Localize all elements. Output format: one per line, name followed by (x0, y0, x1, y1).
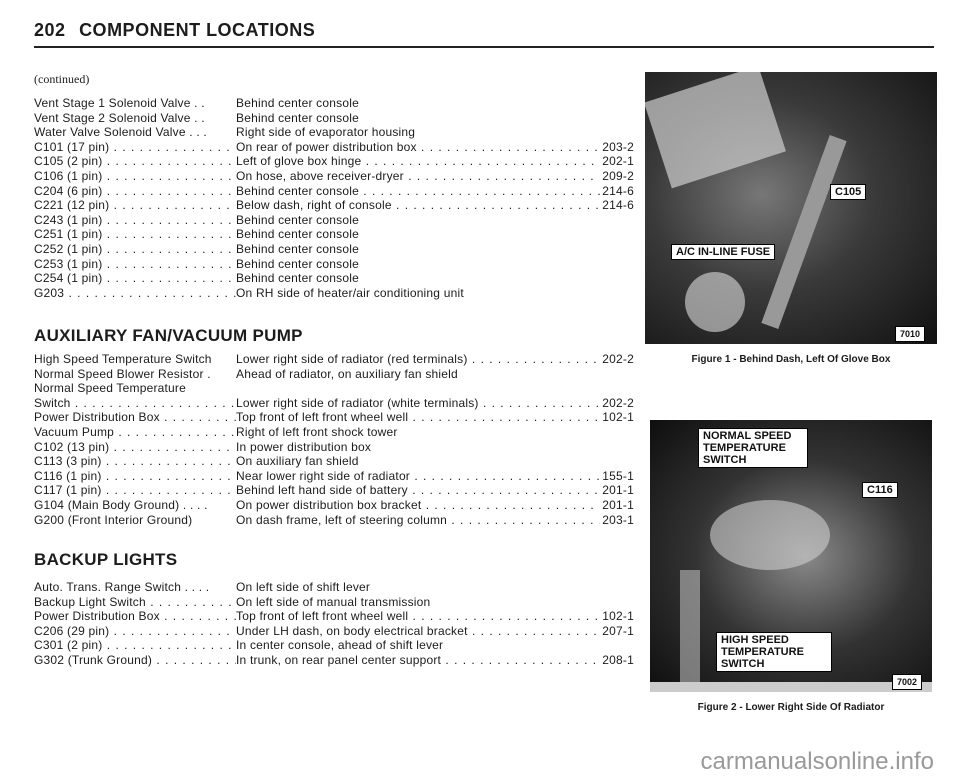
table-row (34, 367, 634, 382)
component-name: C102 (13 pin) . . . (34, 440, 236, 455)
figure-reference (600, 381, 634, 396)
table-row (34, 483, 634, 498)
fig2-label-normal-switch: NORMAL SPEED TEMPERATURE SWITCH (698, 428, 808, 468)
page-number: 202 (34, 20, 66, 40)
component-name: C206 (29 pin) . . . (34, 624, 236, 639)
fig2-label-high-switch: HIGH SPEED TEMPERATURE SWITCH (716, 632, 832, 672)
component-location: Top front of left front wheel well . . . (236, 609, 600, 624)
component-location: On dash frame, left of steering column . . . (236, 513, 600, 528)
component-location: Below dash, right of console . . . (236, 198, 600, 213)
component-name: Normal Speed Temperature (34, 381, 186, 396)
table-row (34, 286, 634, 301)
figure-reference: 202-2 (602, 395, 634, 410)
component-location: Top front of left front wheel well . . . (236, 410, 600, 425)
table-row (34, 498, 634, 513)
table-row (34, 513, 634, 528)
figure-reference (600, 595, 634, 610)
component-name: C243 (1 pin) . . . (34, 213, 236, 228)
figure-reference: 201-1 (602, 497, 634, 512)
page-title: COMPONENT LOCATIONS (79, 20, 316, 40)
component-location (236, 381, 600, 396)
component-name: Normal Speed Blower Resistor . (34, 366, 211, 381)
table-row (34, 140, 634, 155)
component-name: Vacuum Pump . . . (34, 425, 236, 440)
component-name: C301 (2 pin) . . . (34, 638, 236, 653)
section3-title: BACKUP LIGHTS (34, 550, 178, 569)
component-name: C106 (1 pin) . . . (34, 169, 236, 184)
component-location: On rear of power distribution box . . . (236, 140, 600, 155)
component-location: On left side of shift lever (236, 580, 371, 594)
figure2-photo (650, 420, 932, 692)
component-location: Near lower right side of radiator . . . (236, 469, 600, 484)
component-name: G302 (Trunk Ground) . . . (34, 653, 236, 668)
component-name: C105 (2 pin) . . . (34, 154, 236, 169)
component-name: C252 (1 pin) . . . (34, 242, 236, 257)
component-name: C101 (17 pin) . . . (34, 140, 236, 155)
table-row (34, 595, 634, 610)
component-name: C251 (1 pin) . . . (34, 227, 236, 242)
component-location: Under LH dash, on body electrical bracket . . . (236, 624, 600, 639)
table-row (34, 425, 634, 440)
component-name: Switch . . . (34, 396, 236, 411)
fig1-label-code: 7010 (895, 326, 925, 342)
header-rule (34, 46, 934, 48)
table-row (34, 609, 634, 624)
table-row (34, 454, 634, 469)
component-location: On auxiliary fan shield (236, 454, 359, 469)
component-name: C117 (1 pin) . . . (34, 483, 236, 498)
table-row (34, 653, 634, 668)
figure-reference: 201-1 (602, 483, 634, 498)
component-location: Ahead of radiator, on auxiliary fan shield (236, 366, 458, 381)
figure-reference (600, 257, 634, 272)
component-name: Vent Stage 1 Solenoid Valve . . (34, 96, 205, 110)
component-location: On RH side of heater/air conditioning unit (236, 285, 464, 300)
fig2-label-code: 7002 (892, 674, 922, 690)
component-location: Behind center console (236, 96, 359, 110)
continued-label: (continued) (34, 72, 90, 86)
component-name: G200 (Front Interior Ground) (34, 512, 193, 527)
table-row (34, 580, 634, 595)
component-name: C113 (3 pin) . . . (34, 454, 236, 469)
figure-reference (600, 125, 634, 140)
figure-reference (600, 227, 634, 242)
figure-reference: 207-1 (602, 623, 634, 638)
figure-reference: 102-1 (602, 410, 634, 425)
component-location: Behind center console (236, 110, 359, 125)
figure-reference: 214-6 (602, 183, 634, 198)
figure2-caption: Figure 2 - Lower Right Side Of Radiator (697, 702, 885, 713)
component-name: Backup Light Switch . . . (34, 595, 236, 610)
component-location: Lower right side of radiator (red terminals) . . . (236, 352, 600, 367)
component-location: Behind center console (236, 212, 359, 227)
table-row (34, 184, 634, 199)
table-row (34, 396, 634, 411)
table-row (34, 257, 634, 272)
table-row (34, 271, 634, 286)
figure-reference: 102-1 (602, 609, 634, 624)
section3-table (34, 580, 634, 668)
table-row (34, 440, 634, 455)
component-name: Auto. Trans. Range Switch . . . . (34, 580, 210, 594)
figure1-photo (645, 72, 937, 344)
component-name: High Speed Temperature Switch (34, 352, 212, 366)
section2-table (34, 352, 634, 527)
figure-reference: 214-6 (602, 198, 634, 213)
table-row (34, 624, 634, 639)
figure-reference (600, 440, 634, 455)
table-row (34, 111, 634, 126)
fig2-label-c116: C116 (862, 482, 898, 498)
figure-reference (600, 111, 634, 126)
figure-reference (600, 425, 634, 440)
component-location: Lower right side of radiator (white terminals) . . . (236, 396, 600, 411)
figure-reference (600, 580, 634, 595)
figure-reference (600, 286, 634, 301)
component-location: Right of left front shock tower (236, 424, 398, 439)
figure-reference: 202-1 (602, 154, 634, 169)
figure-reference (600, 638, 634, 653)
table-row (34, 638, 634, 653)
component-location: In trunk, on rear panel center support . . . (236, 653, 600, 668)
component-name: Power Distribution Box . . . (34, 609, 236, 624)
table-row (34, 125, 634, 140)
table-row (34, 169, 634, 184)
figure-reference (600, 96, 634, 111)
component-location: Behind center console . . . (236, 184, 600, 199)
component-location: Behind center console (236, 227, 359, 242)
table-row (34, 198, 634, 213)
figure-reference: 209-2 (602, 168, 634, 183)
component-location: On power distribution box bracket . . . (236, 498, 600, 513)
figure-reference: 203-2 (602, 139, 634, 154)
figure-reference (600, 213, 634, 228)
figure-reference (600, 271, 634, 286)
component-location: Behind left hand side of battery . . . (236, 483, 600, 498)
component-location: In center console, ahead of shift lever (236, 638, 444, 653)
table-row (34, 242, 634, 257)
table-row (34, 469, 634, 484)
component-location: Left of glove box hinge . . . (236, 154, 600, 169)
figure1-caption: Figure 1 - Behind Dash, Left Of Glove Box (691, 354, 891, 365)
component-location: On left side of manual transmission (236, 594, 431, 609)
component-location: Behind center console (236, 256, 359, 271)
component-name: C116 (1 pin) . . . (34, 469, 236, 484)
component-name: C253 (1 pin) . . . (34, 257, 236, 272)
table-row (34, 410, 634, 425)
component-location: In power distribution box (236, 439, 372, 454)
fig1-label-fuse: A/C IN-LINE FUSE (671, 244, 775, 260)
component-name: C254 (1 pin) . . . (34, 271, 236, 286)
component-location: Right side of evaporator housing (236, 125, 416, 140)
component-name: C221 (12 pin) . . . (34, 198, 236, 213)
component-name: G104 (Main Body Ground) . . . . (34, 497, 208, 512)
fig1-label-c105: C105 (830, 184, 866, 200)
figure-reference: 202-2 (602, 352, 634, 366)
watermark: carmanualsonline.info (700, 748, 934, 775)
section1-table (34, 96, 634, 300)
table-row (34, 352, 634, 367)
page-header (34, 20, 315, 41)
table-row (34, 213, 634, 228)
table-row (34, 381, 634, 396)
figure-reference: 155-1 (602, 468, 634, 483)
component-location: Behind center console (236, 241, 359, 256)
figure-reference: 203-1 (602, 512, 634, 527)
component-name: Power Distribution Box . . . (34, 410, 236, 425)
table-row (34, 227, 634, 242)
component-location: Behind center console (236, 271, 359, 286)
figure-reference (600, 454, 634, 469)
component-name: Water Valve Solenoid Valve . . . (34, 125, 207, 140)
component-location: On hose, above receiver-dryer . . . (236, 169, 600, 184)
figure-reference (600, 242, 634, 257)
section2-title: AUXILIARY FAN/VACUUM PUMP (34, 326, 303, 345)
component-name: Vent Stage 2 Solenoid Valve . . (34, 110, 205, 125)
component-name: C204 (6 pin) . . . (34, 184, 236, 199)
figure-reference (600, 367, 634, 382)
component-name: G203 . . . (34, 286, 236, 301)
table-row (34, 96, 634, 111)
table-row (34, 154, 634, 169)
figure-reference: 208-1 (602, 652, 634, 667)
